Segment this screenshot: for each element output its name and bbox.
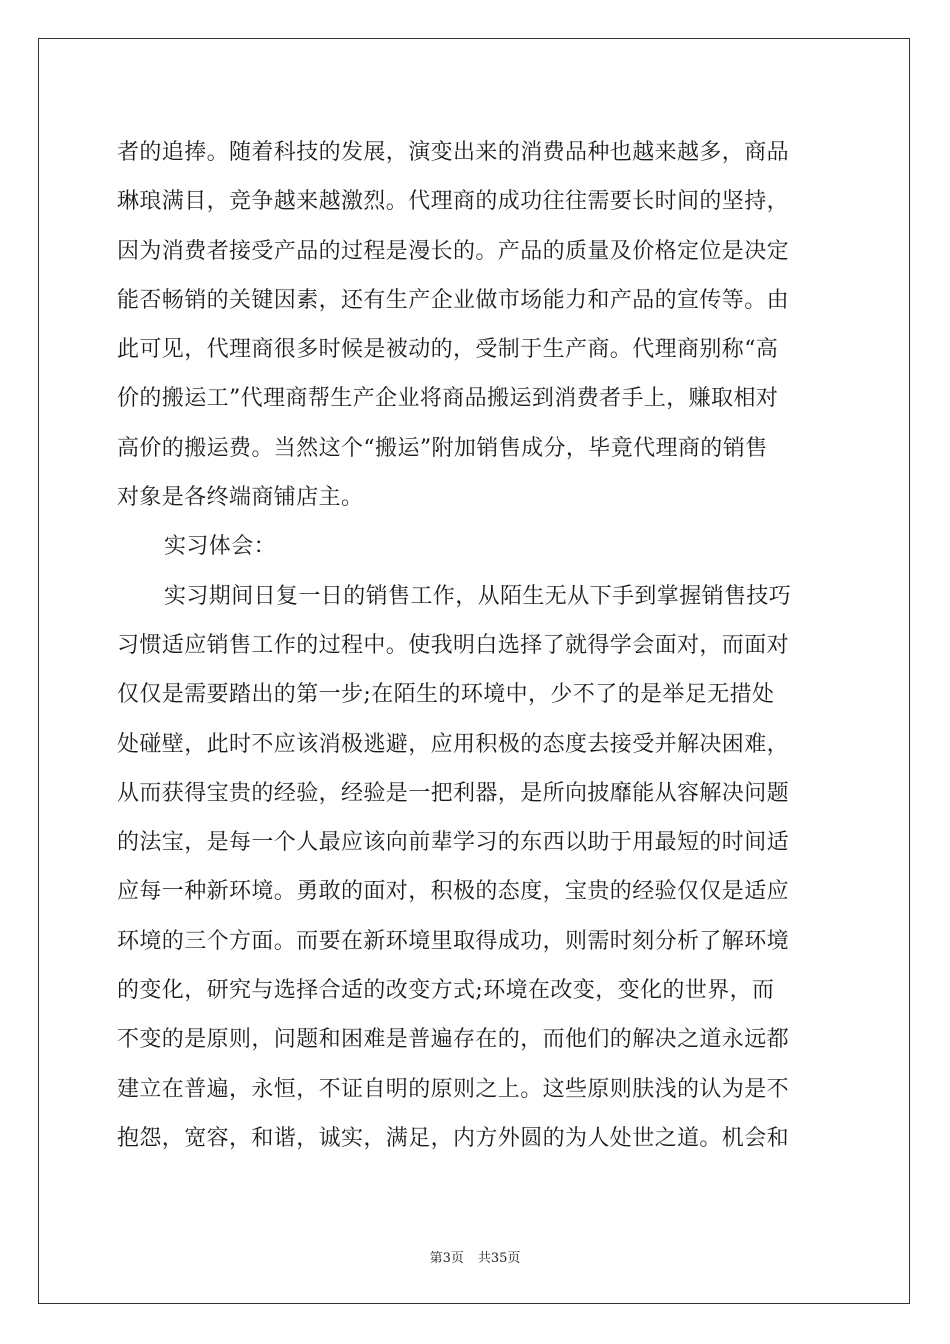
paragraph-line: 对象是各终端商铺店主。 [117,485,364,511]
paragraph-line: 习惯适应销售工作的过程中。使我明白选择了就得学会面对，而面对 [117,632,790,658]
paragraph-line: 从而获得宝贵的经验，经验是一把利器，是所向披靡能从容解决问题 [117,780,790,806]
paragraph-line: 者的追捧。随着科技的发展，演变出来的消费品种也越来越多，商品 [117,140,790,165]
paragraph-line: 的变化，研究与选择合适的改变方式;环境在改变，变化的世界，而 [117,978,775,1004]
paragraph-line: 仅仅是需要踏出的第一步;在陌生的环境中，少不了的是举足无措处 [117,682,775,708]
paragraph-line: 高价的搬运费。当然这个“搬运”附加销售成分，毕竟代理商的销售 [117,435,768,461]
paragraph-line: 价的搬运工”代理商帮生产企业将商品搬运到消费者手上，赚取相对 [117,386,779,412]
document-body [117,128,833,1163]
paragraph-line: 的法宝，是每一个人最应该向前辈学习的东西以助于用最短的时间适 [117,830,790,856]
paragraph-line: 因为消费者接受产品的过程是漫长的。产品的质量及价格定位是决定 [117,238,790,264]
paragraph-line: 此可见，代理商很多时候是被动的，受制于生产商。代理商别称“高 [117,337,779,363]
paragraph-line: 实习期间日复一日的销售工作，从陌生无从下手到掌握销售技巧 [164,583,792,609]
paragraph-line: 能否畅销的关键因素，还有生产企业做市场能力和产品的宣传等。由 [117,287,790,313]
paragraph-line: 环境的三个方面。而要在新环境里取得成功，则需时刻分析了解环境 [117,928,790,954]
page-number: 第3页 [429,1251,464,1266]
paragraph-line: 应每一种新环境。勇敢的面对，积极的态度，宝贵的经验仅仅是适应 [117,879,790,905]
paragraph-line: 琳琅满目，竞争越来越激烈。代理商的成功往往需要长时间的坚持， [117,189,790,215]
page-footer [0,1247,950,1266]
paragraph-line: 建立在普遍，永恒，不证自明的原则之上。这些原则肤浅的认为是不 [117,1076,790,1102]
paragraph-line: 抱怨，宽容，和谐，诚实，满足，内方外圆的为人处世之道。机会和 [117,1125,790,1151]
page-total: 共35页 [477,1251,521,1266]
paragraph-line: 不变的是原则，问题和困难是普遍存在的，而他们的解决之道永远都 [117,1027,790,1053]
section-heading: 实习体会： [164,534,277,560]
paragraph-line: 处碰壁，此时不应该消极逃避，应用积极的态度去接受并解决困难， [117,731,790,757]
